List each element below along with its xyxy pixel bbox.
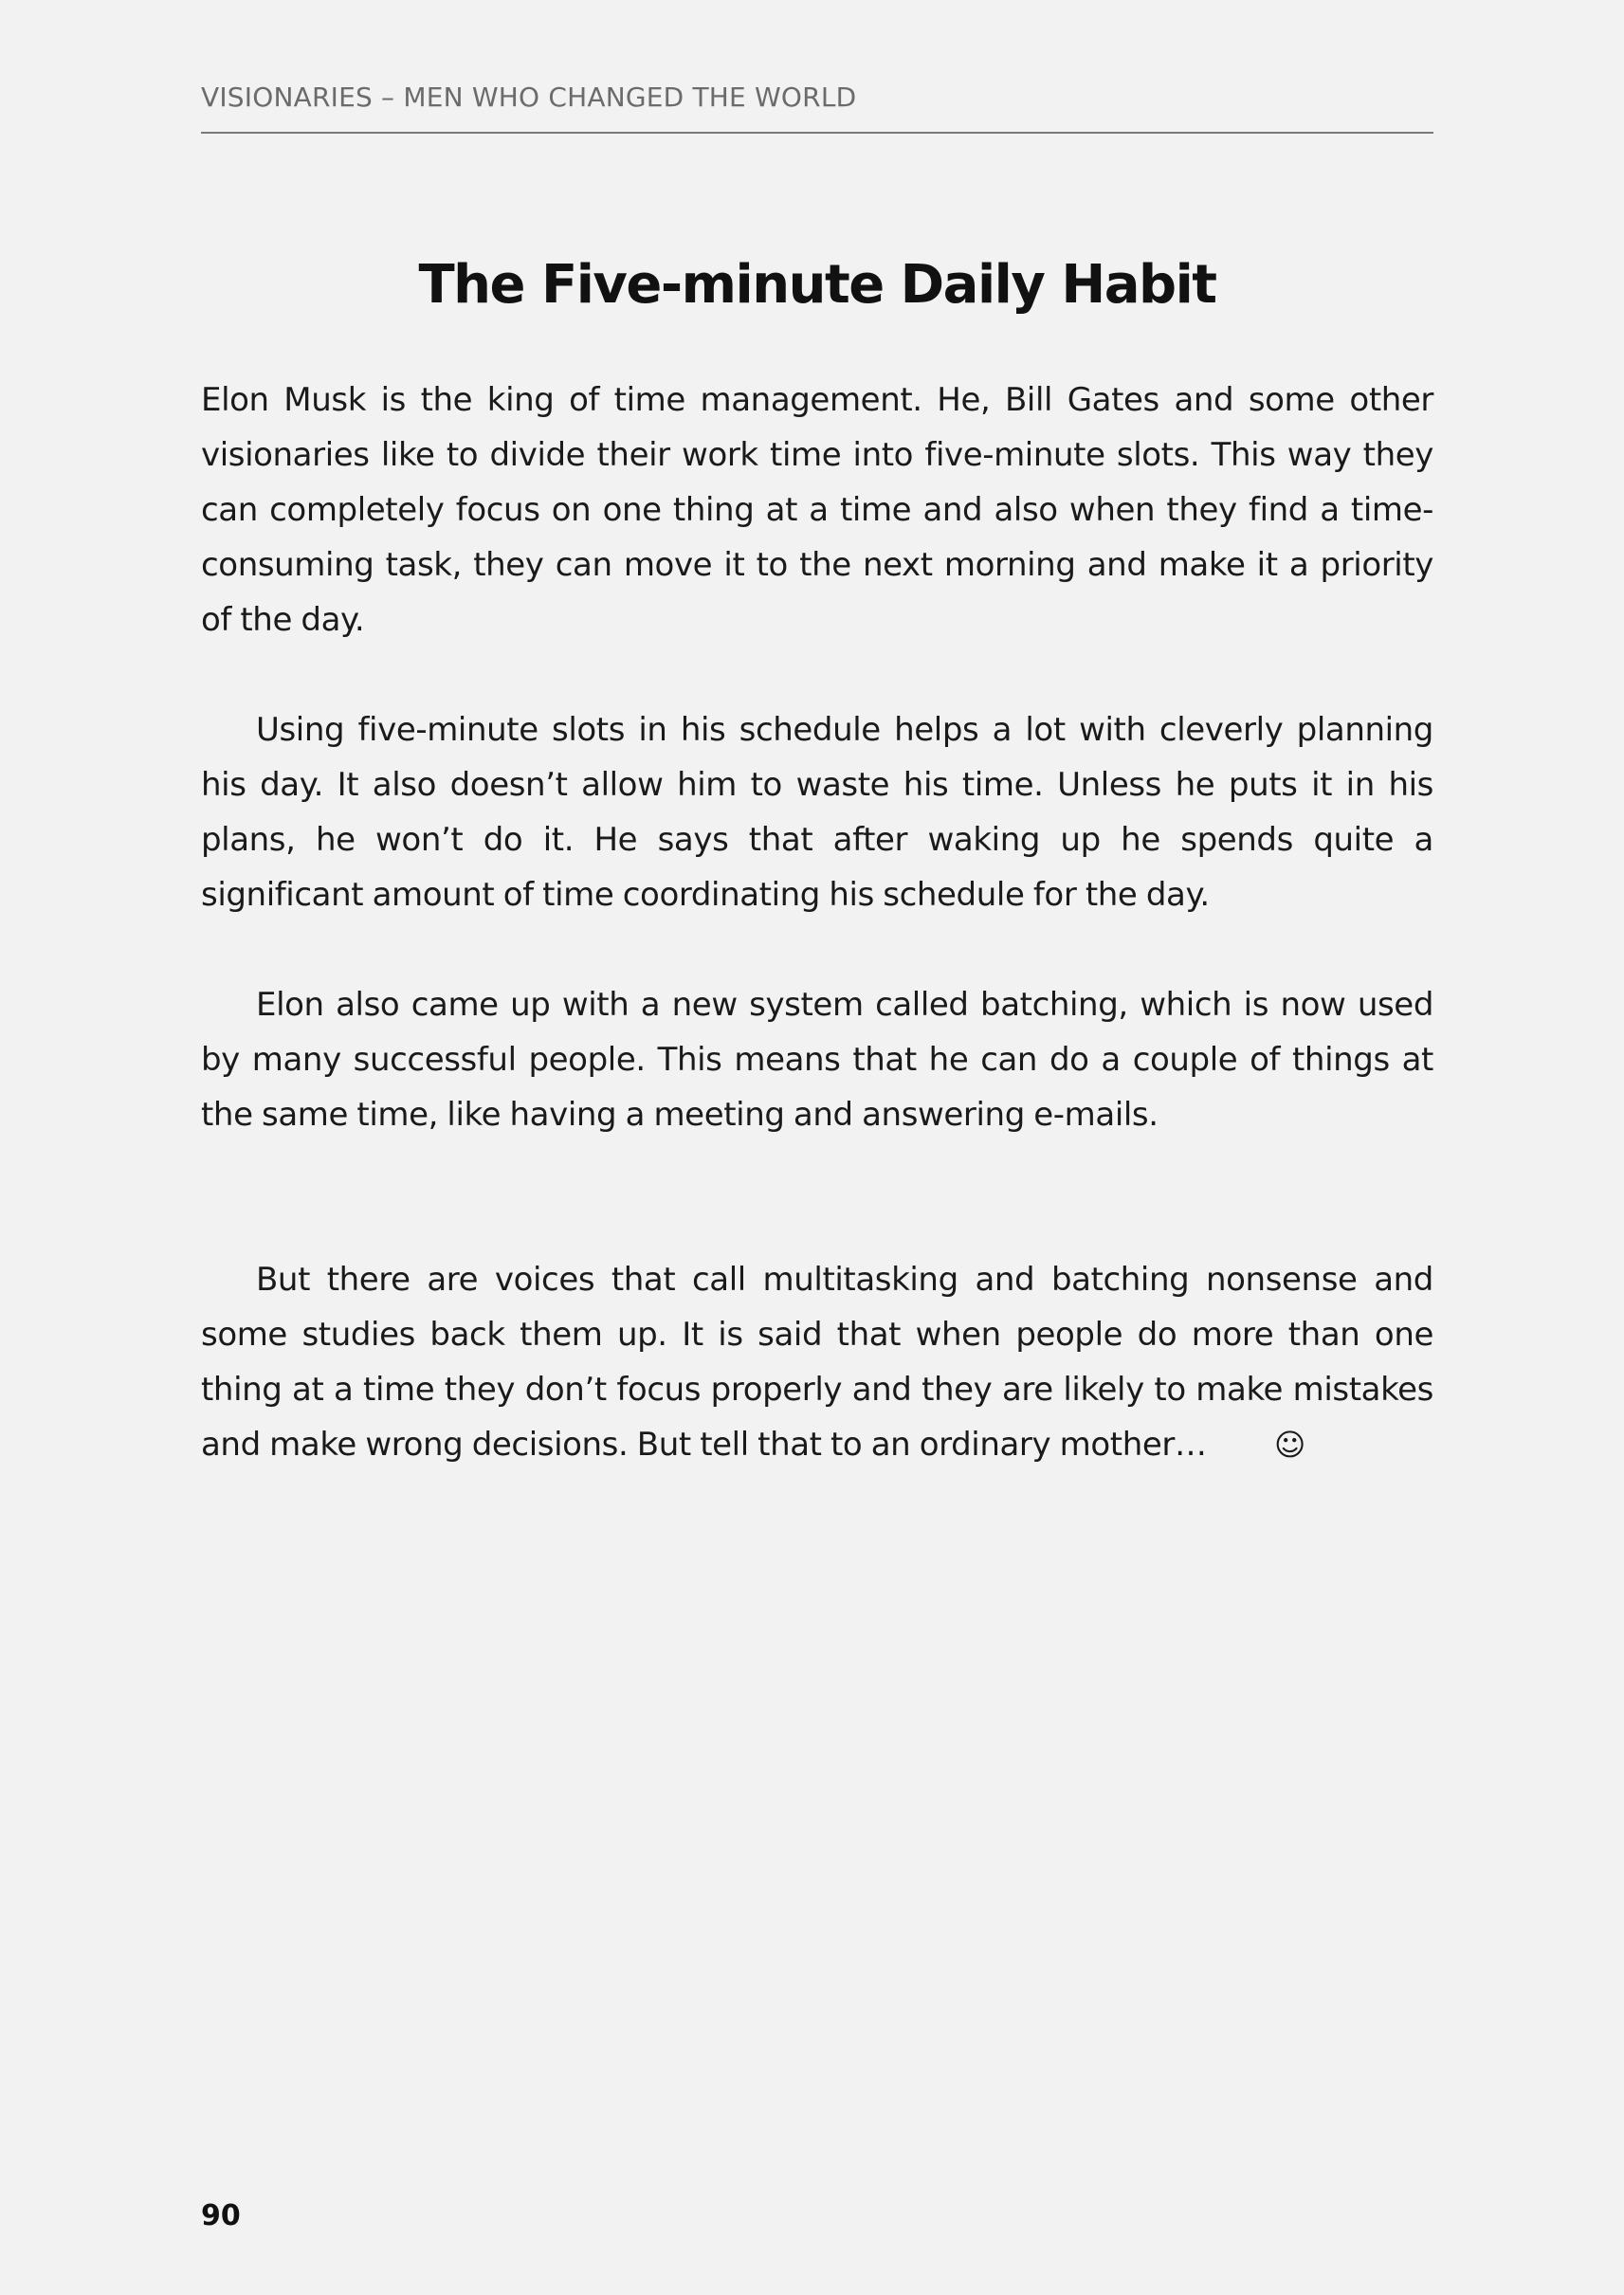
page-number: 90 <box>201 2199 241 2232</box>
paragraph-4-text: But there are voices that call multitasking and batching nonsense and some studies back them up. It is said that when people do more than one thing at a time they don’t focus properly and they are likely to make mistakes and make wrong decisions. But tell that to an ordinary mother… <box>201 1261 1433 1464</box>
chapter-title: The Five-minute Daily Habit <box>418 254 1216 316</box>
running-header: VISIONARIES – MEN WHO CHANGED THE WORLD <box>201 82 857 113</box>
paragraph-2: Using five-minute slots in his schedule helps a lot with cleverly planning his day. It also doesn’t allow him to waste his time. Unless he puts it in his plans, he won’t do it. He says that after waking up he spends quite a significant amount of time coordinating his schedule for the day. <box>201 711 1433 914</box>
paragraph-4 <box>201 1252 1433 1472</box>
paragraph-3: Elon also came up with a new system called batching, which is now used by many successful people. This means that he can do a couple of things at the same time, like having a meeting and answering e-mails. <box>201 986 1433 1134</box>
paragraph-1: Elon Musk is the king of time management. He, Bill Gates and some other visionaries like to divide their work time into five-minute slots. This way they can completely focus on one thing at a time and also when they find a time-consuming task, they can move it to the next morning and make it a priority of the day. <box>201 381 1433 639</box>
header-rule <box>201 132 1433 134</box>
smiley-icon: ☺ <box>1273 1427 1305 1463</box>
body-text <box>201 373 1433 1472</box>
